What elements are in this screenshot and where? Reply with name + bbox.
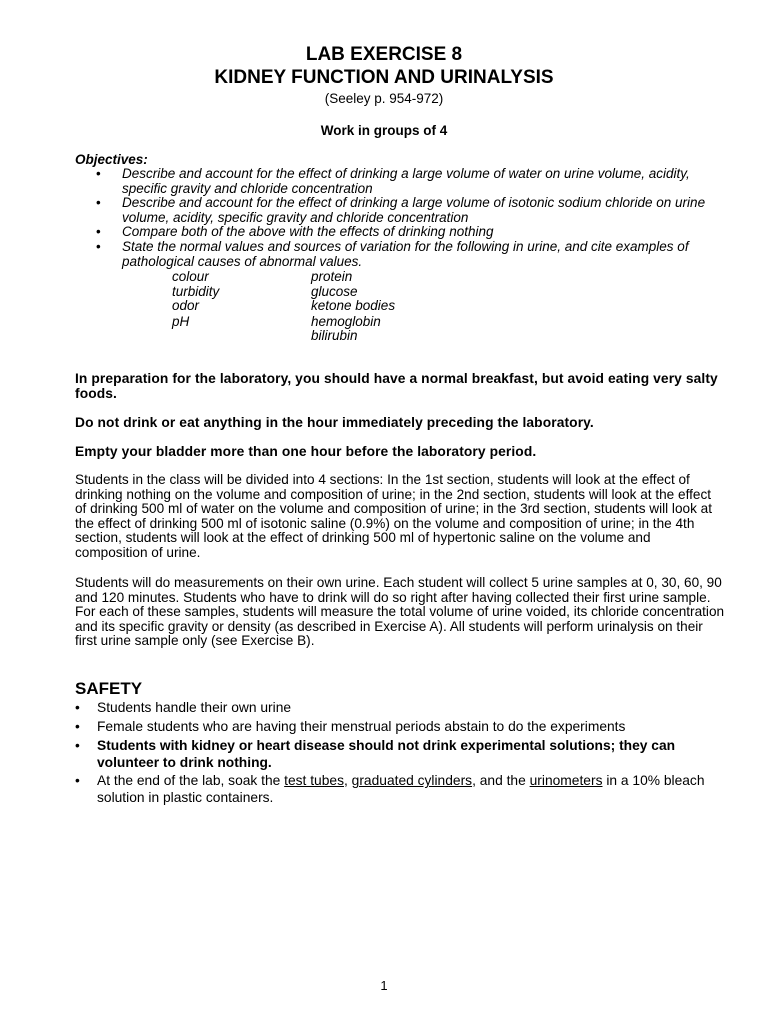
sections-paragraph: Students in the class will be divided into 4 sections: In the 1st section, students will look at the effect of drinking nothing on the volume and composition of urine; in the 2nd section, students will look at the effect of drinking 500 ml of water on the volume and composition of urine; in the 3rd section, students will look at the effect of drinking 500 ml of isotonic saline (0.9%) on the volume and composition of urine; in the 4th section, students will look at the effect of drinking 500 ml of hypertonic saline on the volume and composition of urine. <box>75 472 712 560</box>
measurements-paragraph: Students will do measurements on their own urine. Each student will collect 5 urine samples at 0, 30, 60, 90 and 120 minutes. Students who have to drink will do so right after having collected their first urine sample. For each of these samples, students will measure the total volume of urine voided, its chloride concentration and its specific gravity or density (as described in Exercise A). All students will perform urinalysis on their first urine sample only (see Exercise B). <box>75 575 725 649</box>
separator-text: , and the <box>472 773 530 789</box>
safety-item-cleanup <box>75 772 735 806</box>
preparation-instruction: In preparation for the laboratory, you should have a normal breakfast, but avoid eating very salty foods. <box>75 371 718 401</box>
textbook-reference: (Seeley p. 954-972) <box>324 91 444 106</box>
test-tubes-link[interactable]: test tubes <box>284 773 344 789</box>
urine-property-bilirubin: bilirubin <box>311 328 358 343</box>
urine-property-glucose: glucose <box>311 284 358 299</box>
group-size-note: Work in groups of 4 <box>320 123 448 138</box>
safety-item: • Students handle their own urine <box>75 699 735 716</box>
separator-text: , <box>343 773 352 789</box>
fasting-instruction: Do not drink or eat anything in the hour immediately preceding the laboratory. <box>75 415 594 430</box>
safety-heading: SAFETY <box>75 679 143 698</box>
urine-property-colour: colour <box>172 269 209 284</box>
urine-property-turbidity: turbidity <box>172 284 220 299</box>
objective-item: • Describe and account for the effect of drinking a large volume of water on urine volume, acidity, specific gravity and chloride concentration <box>96 167 726 196</box>
urinometers-link[interactable]: urinometers <box>529 773 603 789</box>
urine-property-ketone-bodies: ketone bodies <box>311 298 396 313</box>
objective-item: • Compare both of the above with the effects of drinking nothing <box>96 225 726 240</box>
urine-property-hemoglobin: hemoglobin <box>311 314 381 329</box>
cleanup-text-end: in a 10% bleach solution in plastic containers. <box>97 773 705 806</box>
objective-item: • Describe and account for the effect of drinking a large volume of isotonic sodium chloride on urine volume, acidity, specific gravity and chloride concentration <box>96 196 726 225</box>
urine-property-odor: odor <box>172 298 200 313</box>
cleanup-text: At the end of the lab, soak the <box>97 773 285 789</box>
lab-title: LAB EXERCISE 8 <box>305 44 463 65</box>
urine-property-ph: pH <box>172 314 190 329</box>
safety-item-warning: • Students with kidney or heart disease should not drink experimental solutions; they can volunteer to drink nothing. <box>75 737 735 771</box>
graduated-cylinders-link[interactable]: graduated cylinders <box>351 773 473 789</box>
urine-property-protein: protein <box>311 269 353 284</box>
page-number: 1 <box>380 978 388 993</box>
objective-item: • State the normal values and sources of variation for the following in urine, and cite examples of pathological causes of abnormal values. <box>96 240 726 269</box>
safety-list <box>75 699 735 808</box>
bladder-instruction: Empty your bladder more than one hour before the laboratory period. <box>75 444 537 459</box>
safety-item: • Female students who are having their menstrual periods abstain to do the experiments <box>75 718 735 735</box>
lab-subtitle: KIDNEY FUNCTION AND URINALYSIS <box>214 67 554 88</box>
objectives-heading: Objectives: <box>75 152 148 167</box>
objectives-list <box>96 167 726 269</box>
